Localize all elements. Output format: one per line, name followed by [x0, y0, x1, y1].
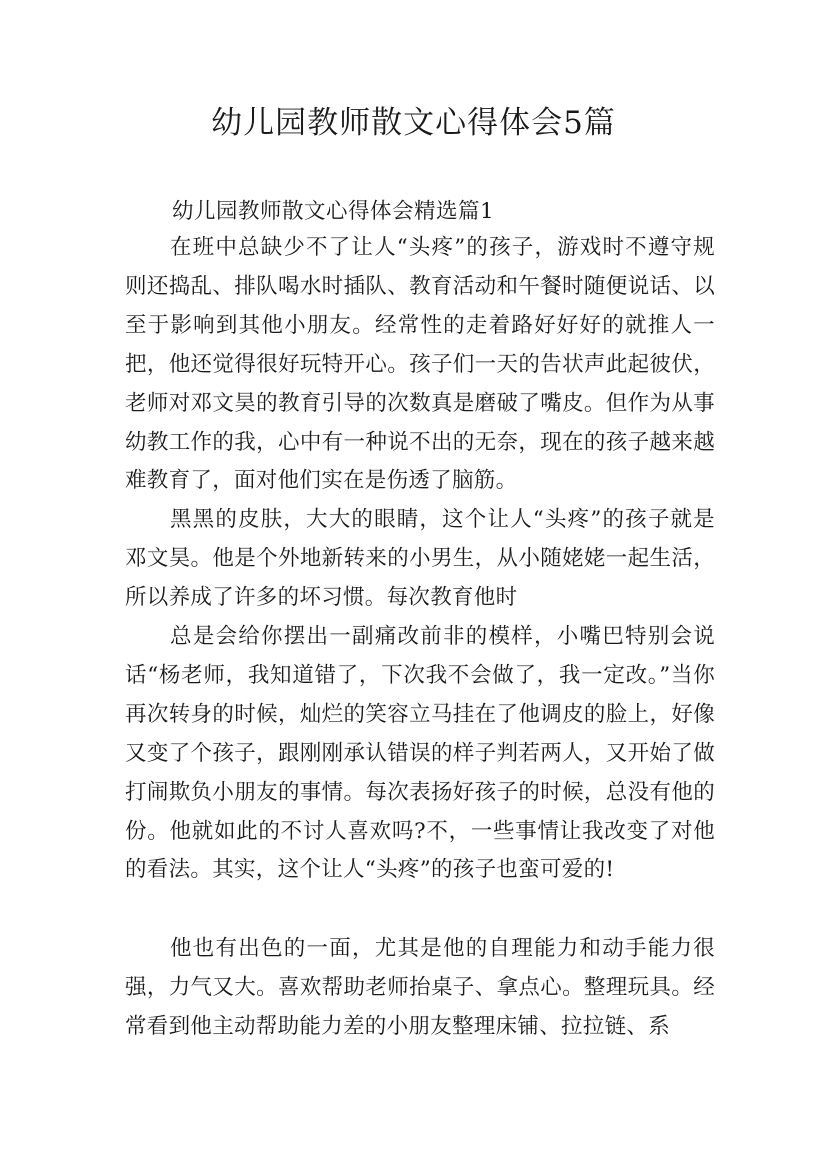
paragraph: 黑黑的皮肤，大大的眼睛，这个让人“头疼”的孩子就是邓文昊。他是个外地新转来的小男生，从小随姥姥一起生活，所以养成了许多的坏习惯。每次教育他时 [125, 507, 715, 610]
paragraph: 总是会给你摆出一副痛改前非的模样，小嘴巴特别会说话“杨老师，我知道错了，下次我不会做了，我一定改。”当你再次转身的时候，灿烂的笑容立马挂在了他调皮的脸上，好像又变了个孩子，跟刚刚承认错误的样子判若两人，又开始了做打闹欺负小朋友的事情。每次表扬好孩子的时候，总没有他的份。他就如此的不讨人喜欢吗?不，一些事情让我改变了对他的看法。其实，这个让人“头疼”的孩子也蛮可爱的! [125, 624, 715, 883]
document-title: 幼儿园教师散文心得体会5篇 [211, 105, 616, 141]
paragraph: 在班中总缺少不了让人“头疼”的孩子，游戏时不遵守规则还捣乱、排队喝水时插队、教育活动和午餐时随便说话、以至于影响到其他小朋友。经常性的走着路好好好的就推人一把，他还觉得很好玩特开心。孩子们一天的告状声此起彼伏，老师对邓文昊的教育引导的次数真是磨破了嘴皮。但作为从事幼教工作的我，心中有一种说不出的无奈，现在的孩子越来越难教育了，面对他们实在是伤透了脑筋。 [125, 235, 715, 494]
paragraph: 他也有出色的一面，尤其是他的自理能力和动手能力很强，力气又大。喜欢帮助老师抬桌子、拿点心。整理玩具。经常看到他主动帮助能力差的小朋友整理床铺、拉拉链、系 [125, 936, 715, 1039]
section-heading: 幼儿园教师散文心得体会精选篇1 [172, 199, 495, 224]
